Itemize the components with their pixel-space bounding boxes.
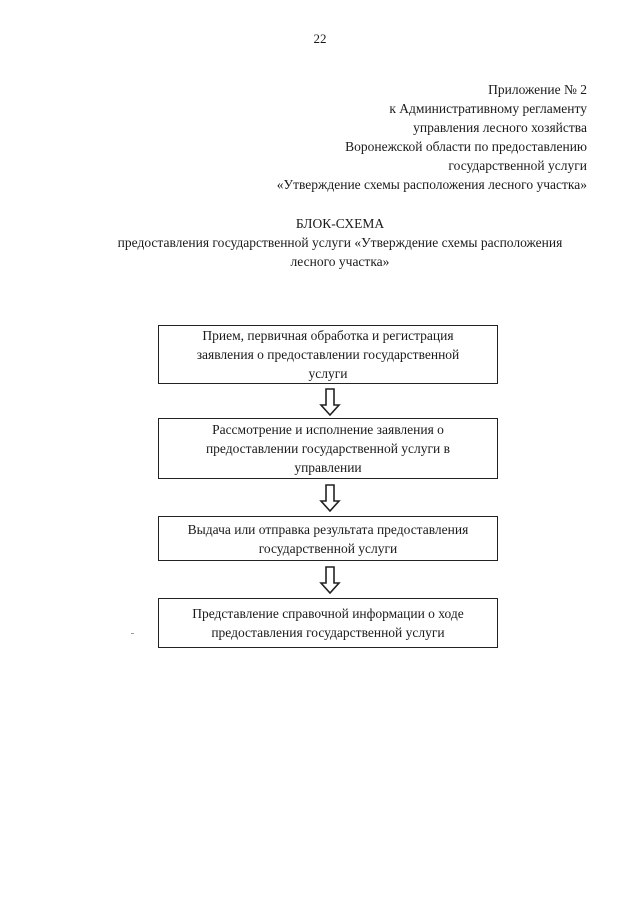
scheme-title-subtitle: предоставления государственной услуги «Утверждение схемы расположения [117,235,563,250]
appendix-line: управления лесного хозяйства [413,120,587,135]
flow-step-text: предоставлении государственной услуги в [205,441,451,456]
flow-step-text: Выдача или отправка результата предоставления [187,521,469,537]
appendix-line: Воронежской области по предоставлению [345,139,587,154]
flow-step-reference-info [158,598,498,648]
flow-step-text: Представление справочной информации о ходе [192,606,464,621]
appendix-line: Приложение № 2 [488,82,587,97]
appendix-header [277,80,587,194]
flow-step-text: Рассмотрение и исполнение заявления о [212,422,444,437]
down-arrow-icon [319,484,341,512]
page-number: 22 [313,31,327,46]
down-arrow-icon [319,388,341,416]
flow-step-text: услуги [308,366,348,381]
flow-step-text: Прием, первичная обработка и регистрация [202,328,454,343]
flow-step-issue-result [158,516,498,561]
scheme-title [60,214,620,271]
flow-step-text: государственной услуги [258,540,398,556]
flow-step-review [158,418,498,479]
flow-step-text: предоставления государственной услуги [211,625,445,640]
scan-speck [131,633,134,634]
scheme-title-subtitle-cont: лесного участка» [290,254,390,269]
down-arrow-icon [319,566,341,594]
flow-step-text: управлении [294,460,362,475]
scheme-title-heading: БЛОК-СХЕМА [295,216,385,231]
appendix-line: государственной услуги [448,158,587,173]
appendix-line: «Утверждение схемы расположения лесного участка» [276,177,587,192]
appendix-line: к Административному регламенту [389,101,587,116]
flow-step-text: заявления о предоставлении государственной [196,347,460,362]
flow-step-reception [158,325,498,384]
